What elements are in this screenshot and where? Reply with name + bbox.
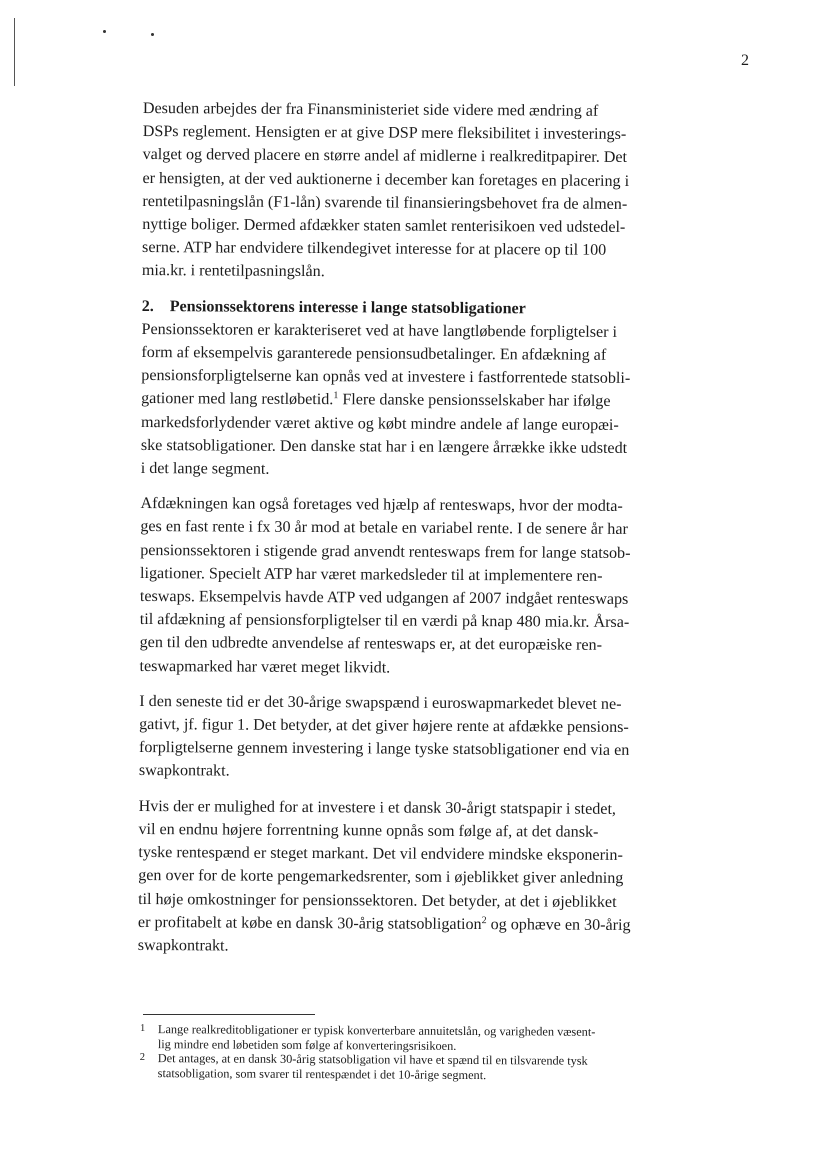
text-line: pensionsforpligtelserne kan opnås ved at investere i fastforrentede statsobli-: [141, 367, 631, 388]
text-line: swapkontrakt.: [137, 936, 229, 955]
text-line: til afdækning af pensionsforpligtelser til en værdi på knap 480 mia.kr. Årsa-: [139, 611, 630, 632]
paragraph: [139, 492, 660, 681]
text-line: ligationer. Specielt ATP har været markedsleder til at implementere ren-: [140, 564, 603, 585]
text-line: ske statsobligationer. Den danske stat har i en længere årrække ikke udstedt: [140, 436, 628, 457]
text-line: Desuden arbejdes der fra Finansministeriet side videre med ændring af: [142, 99, 599, 120]
text-line: gativt, jf. figur 1. Det betyder, at det giver højere rente at afdække pensions-: [139, 716, 629, 737]
text-line: rentetilpasningslån (F1-lån) svarende til finansieringsbehovet fra de almen-: [142, 192, 628, 213]
document-body: [138, 97, 663, 972]
footnote-reference[interactable]: 2: [481, 914, 487, 926]
footnote-line: Lange realkreditobligationer er typisk konverterbare annuitetslån, og varigheden væsent-: [157, 1022, 596, 1039]
text-line: nyttige boliger. Dermed afdækker staten samlet renterisikoen ved udstedel-: [142, 216, 626, 236]
footnote-line: Det antages, at en dansk 30-årig statsobligation vil have et spænd til en tilsvarende tysk: [157, 1051, 588, 1068]
text-run: og ophæve en 30-årig: [486, 915, 631, 934]
text-line: teswaps. Eksempelvis havde ATP ved udgangen af 2007 indgået renteswaps: [139, 588, 629, 609]
scan-edge-line: [14, 18, 15, 86]
paragraph: [138, 795, 659, 961]
footnote: [140, 1022, 660, 1054]
section-number: 2.: [141, 297, 154, 315]
text-line: ges en fast rente i fx 30 år mod at betale en variabel rente. I de senere år har: [140, 518, 628, 539]
text-run: Flere danske pensionsselskaber har ifølge: [338, 391, 611, 411]
text-line: til høje omkostninger for pensionssektoren. Det betyder, at det i øjeblikket: [138, 890, 617, 911]
footnote-line: statsobligation, som svarer til rentespændet i det 10-årige segment.: [157, 1065, 487, 1082]
text-run: gationer med lang restløbetid.: [141, 390, 334, 409]
text-run: er profitabelt at købe en dansk 30-årig statsobligation: [137, 913, 482, 933]
footnote-mark: 2: [139, 1052, 146, 1064]
footnote-mark: 1: [139, 1023, 146, 1035]
text-line: serne. ATP har endvidere tilkendegivet interesse for at placere op til 100: [142, 239, 607, 260]
paragraph: [141, 318, 662, 484]
footnote-reference[interactable]: 1: [333, 390, 339, 402]
text-line: DSPs reglement. Hensigten er at give DSP mere fleksibilitet i investerings-: [142, 123, 627, 144]
text-line: teswapmarked har været meget likvidt.: [139, 657, 391, 677]
text-line: gen over for de korte pengemarkedsrenter, som i øjeblikket giver anledning: [138, 867, 624, 888]
section-title: Pensionssektorens interesse i lange statsobligationer: [169, 297, 526, 317]
paragraph: [139, 690, 660, 786]
text-line: form af eksempelvis garanterede pensionsudbetalinger. En afdækning af: [141, 344, 607, 364]
text-line: i det lange segment.: [140, 460, 270, 478]
page-number: 2: [741, 52, 749, 69]
text-line: gen til den udbredte anvendelse af renteswaps er, at det europæiske ren-: [139, 634, 603, 655]
paragraph: [142, 97, 663, 286]
scan-speck: [151, 33, 154, 36]
text-line: valget og derved placere en større andel af midlerne i realkreditpapirer. Det: [142, 146, 628, 167]
text-line: tyske rentespænd er steget markant. Det vil endvidere mindske eksponerin-: [138, 844, 623, 865]
text-line: er hensigten, at der ved auktionerne i december kan foretages en placering i: [142, 169, 630, 190]
text-line: I den seneste tid er det 30-årige swapspænd i euroswapmarkedet blevet ne-: [139, 692, 622, 713]
text-line: mia.kr. i rentetilpasningslån.: [141, 262, 325, 281]
text-line: swapkontrakt.: [138, 762, 230, 781]
text-line: [141, 387, 661, 413]
footnote: [140, 1051, 660, 1083]
text-line: vil en endnu højere forrentning kunne opnås som følge af, at det dansk-: [138, 820, 599, 841]
text-line: markedsforlydender været aktive og købt mindre andele af lange europæi-: [140, 413, 619, 434]
section-heading: [142, 295, 662, 321]
text-line: Pensionssektoren er karakteriseret ved at have langtløbende forpligtelser i: [141, 320, 618, 341]
footnote-divider: [143, 1014, 315, 1015]
text-line: forpligtelserne gennem investering i lange tyske statsobligationer end via en: [138, 739, 630, 760]
footnote-line: lig mindre end løbetiden som følge af konverteringsrisikoen.: [157, 1036, 457, 1053]
text-line: [138, 911, 658, 937]
text-line: Afdækningen kan også foretages ved hjælp af renteswaps, hvor der modta-: [140, 495, 623, 516]
text-line: pensionssektoren i stigende grad anvendt renteswaps frem for lange statsob-: [140, 541, 631, 562]
footnotes: [140, 1022, 660, 1084]
scan-speck: [103, 30, 106, 33]
text-line: Hvis der er mulighed for at investere i et dansk 30-årigt statspapir i stedet,: [138, 797, 617, 818]
